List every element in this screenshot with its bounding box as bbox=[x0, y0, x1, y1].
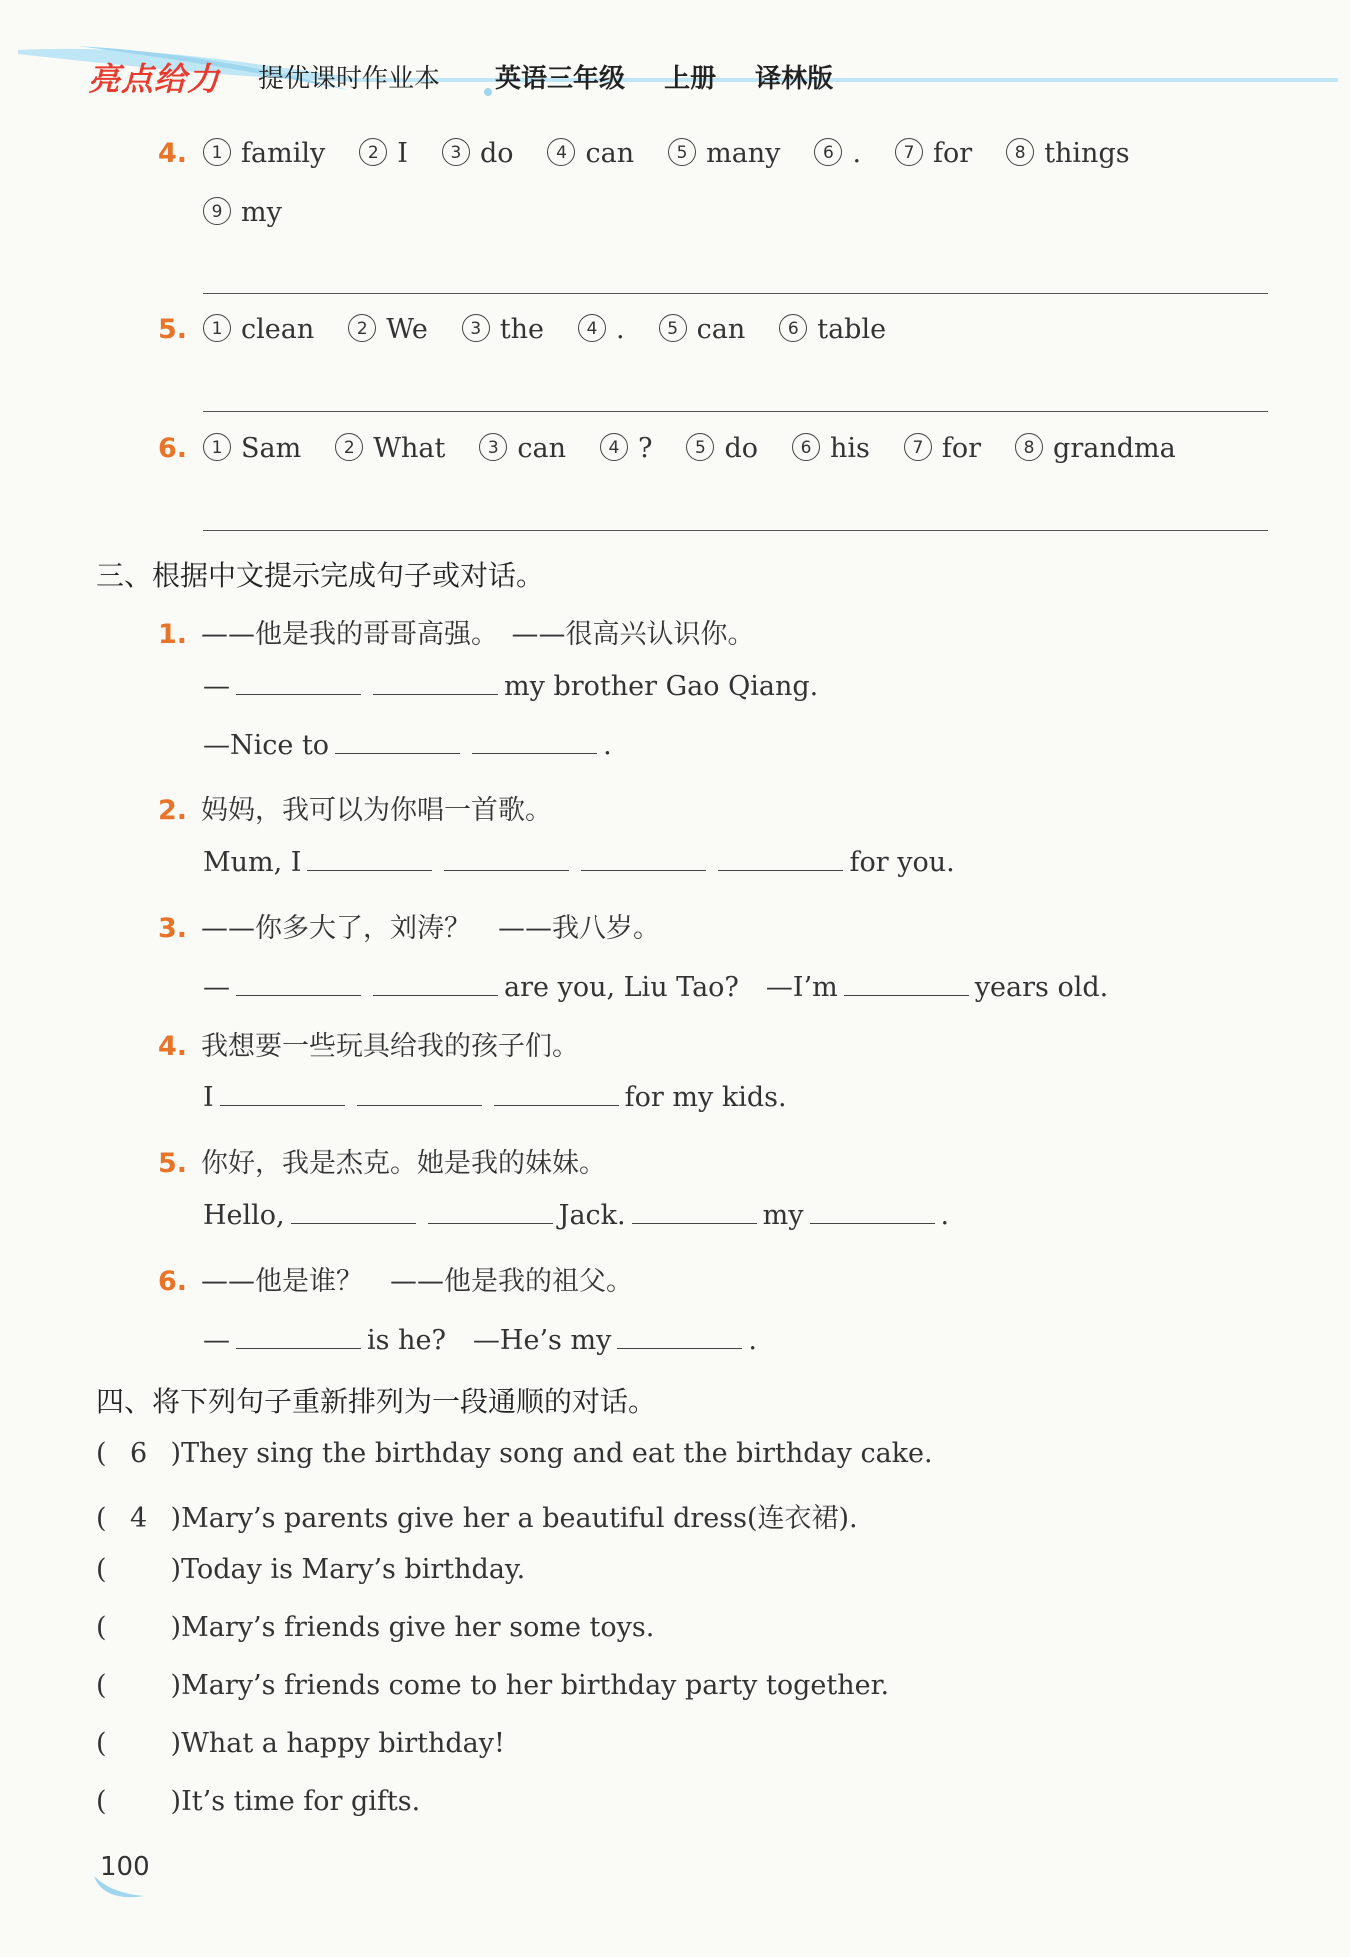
sentence-text: — bbox=[203, 670, 230, 702]
paren-close: ) bbox=[170, 1786, 182, 1817]
sentence-text: Hello, bbox=[203, 1200, 285, 1231]
ordering-item bbox=[96, 1554, 525, 1585]
option-number-circle: 3 bbox=[442, 138, 470, 166]
fill-in-blank[interactable] bbox=[472, 731, 597, 754]
option-number-circle: 4 bbox=[578, 314, 606, 342]
word-option bbox=[462, 314, 544, 345]
word-option bbox=[895, 138, 972, 169]
word-option bbox=[600, 433, 652, 464]
s3-item-2-answer-line bbox=[203, 847, 955, 878]
fill-in-blank[interactable] bbox=[444, 848, 569, 871]
s2-item-4-line2 bbox=[203, 197, 316, 228]
fill-in-blank[interactable] bbox=[236, 1326, 361, 1349]
sentence-text: years old. bbox=[974, 971, 1109, 1003]
option-number-circle: 7 bbox=[904, 433, 932, 461]
sentence-text: Jack. bbox=[558, 1200, 626, 1231]
fill-in-blank[interactable] bbox=[632, 1201, 757, 1224]
sentence-text: Mary’s parents give her a beautiful dress(连衣裙). bbox=[181, 1503, 858, 1534]
page-number: 100 bbox=[100, 1852, 150, 1882]
s3-item-5-answer-line bbox=[203, 1200, 949, 1231]
ordering-item bbox=[96, 1438, 933, 1469]
paren-close: ) bbox=[170, 1554, 182, 1585]
s3-item-4-prompt bbox=[158, 1024, 579, 1063]
chinese-prompt: ——他是我的哥哥高强。 ——很高兴认识你。 bbox=[201, 619, 755, 650]
word-option bbox=[335, 433, 445, 464]
fill-in-blank[interactable] bbox=[373, 672, 498, 695]
s2-item-6 bbox=[158, 433, 1210, 464]
word-option bbox=[904, 433, 981, 464]
option-number-circle: 3 bbox=[479, 433, 507, 461]
s3-item-1-answer-line bbox=[203, 671, 818, 702]
option-number-circle: 4 bbox=[600, 433, 628, 461]
paren-open: ( bbox=[96, 1503, 107, 1534]
s3-item-3-prompt bbox=[158, 906, 660, 945]
fill-in-blank[interactable] bbox=[335, 731, 460, 754]
word-option bbox=[686, 433, 758, 464]
option-word: family bbox=[241, 138, 326, 169]
option-number-circle: 8 bbox=[1006, 138, 1034, 166]
chinese-prompt: ——他是谁？ ——他是我的祖父。 bbox=[201, 1265, 634, 1297]
option-word: for bbox=[933, 138, 973, 169]
answer-line[interactable] bbox=[203, 411, 1268, 412]
word-option bbox=[659, 314, 746, 345]
s3-item-2-prompt bbox=[158, 788, 552, 827]
option-word: . bbox=[616, 314, 625, 345]
paren-open: ( bbox=[96, 1786, 107, 1817]
option-number-circle: 5 bbox=[686, 433, 714, 461]
paren-close: ) bbox=[170, 1612, 182, 1643]
sentence-text: Mary’s friends give her some toys. bbox=[181, 1612, 655, 1643]
paren-close: ) bbox=[170, 1503, 182, 1534]
paren-close: ) bbox=[170, 1728, 182, 1759]
paren-open: ( bbox=[96, 1670, 107, 1701]
word-option bbox=[348, 314, 428, 345]
ordering-item bbox=[96, 1612, 654, 1643]
sentence-text: What a happy birthday! bbox=[181, 1728, 505, 1759]
paren-open: ( bbox=[96, 1728, 107, 1759]
fill-in-blank[interactable] bbox=[236, 973, 361, 996]
chinese-prompt: 妈妈，我可以为你唱一首歌。 bbox=[201, 795, 553, 827]
option-number-circle: 1 bbox=[203, 433, 231, 461]
sentence-text: my bbox=[762, 1200, 804, 1231]
option-number-circle: 7 bbox=[895, 138, 923, 166]
header-book-info bbox=[495, 58, 863, 95]
fill-in-blank[interactable] bbox=[581, 848, 706, 871]
sentence-text: Mum, I bbox=[203, 847, 302, 879]
word-option bbox=[668, 138, 780, 169]
option-number-circle: 2 bbox=[335, 433, 363, 461]
book-volume: 上册 bbox=[664, 64, 717, 94]
option-word: can bbox=[517, 433, 566, 464]
item-number: 6. bbox=[158, 1265, 188, 1297]
word-option bbox=[814, 138, 861, 169]
item-number: 2. bbox=[158, 795, 188, 827]
word-option bbox=[479, 433, 566, 464]
option-word: table bbox=[817, 314, 887, 345]
sentence-text: are you, Liu Tao? —I’m bbox=[504, 971, 838, 1003]
sentence-text: Today is Mary’s birthday. bbox=[181, 1554, 526, 1585]
s2-item-4 bbox=[158, 138, 1164, 169]
s3-item-3-answer-line bbox=[203, 965, 1108, 1004]
paren-open: ( bbox=[96, 1438, 107, 1469]
option-word: grandma bbox=[1053, 433, 1176, 464]
sentence-text: . bbox=[748, 1324, 757, 1356]
order-answer-box[interactable]: 6 bbox=[129, 1438, 148, 1469]
sentence-text: is he? —He’s my bbox=[367, 1324, 612, 1356]
word-option bbox=[203, 314, 314, 345]
fill-in-blank[interactable] bbox=[810, 1201, 935, 1224]
sentence-text: . bbox=[940, 1200, 950, 1231]
option-word: ? bbox=[637, 433, 653, 464]
sentence-text: for my kids. bbox=[624, 1082, 787, 1114]
sentence-text: They sing the birthday song and eat the birthday cake. bbox=[181, 1438, 933, 1469]
item-number: 6. bbox=[158, 433, 188, 464]
fill-in-blank[interactable] bbox=[307, 848, 432, 871]
fill-in-blank[interactable] bbox=[844, 973, 969, 996]
s3-item-1-answer-line bbox=[203, 730, 612, 761]
header-subtitle: 提优课时作业本 bbox=[258, 64, 441, 94]
sentence-text: —Nice to bbox=[203, 729, 330, 761]
sentence-text: Mary’s friends come to her birthday party together. bbox=[181, 1670, 890, 1701]
chinese-prompt: 你好，我是杰克。她是我的妹妹。 bbox=[201, 1148, 607, 1180]
word-options bbox=[203, 197, 316, 228]
item-number: 5. bbox=[158, 314, 188, 345]
option-number-circle: 6 bbox=[814, 138, 842, 166]
section-3-title: 三、根据中文提示完成句子或对话。 bbox=[96, 559, 545, 592]
ordering-item bbox=[96, 1670, 889, 1701]
word-option bbox=[442, 138, 514, 169]
fill-in-blank[interactable] bbox=[617, 1326, 742, 1349]
sentence-text: It’s time for gifts. bbox=[181, 1786, 421, 1817]
fill-in-blank[interactable] bbox=[373, 973, 498, 996]
sentence-text: — bbox=[203, 971, 230, 1003]
option-number-circle: 6 bbox=[792, 433, 820, 461]
paren-close: ) bbox=[170, 1438, 182, 1469]
s3-item-1-prompt bbox=[158, 612, 755, 651]
item-number: 5. bbox=[158, 1148, 188, 1180]
s3-item-6-prompt bbox=[158, 1259, 633, 1298]
book-edition: 译林版 bbox=[755, 64, 834, 94]
order-answer-box[interactable]: 4 bbox=[129, 1503, 148, 1534]
s3-item-6-answer-line bbox=[203, 1318, 757, 1357]
s2-item-5 bbox=[158, 314, 920, 345]
option-number-circle: 2 bbox=[359, 138, 387, 166]
fill-in-blank[interactable] bbox=[220, 1083, 345, 1106]
option-number-circle: 5 bbox=[659, 314, 687, 342]
s3-item-5-prompt bbox=[158, 1141, 606, 1180]
brand-logo-text: 亮点给力 bbox=[88, 60, 221, 98]
option-word: do bbox=[479, 138, 514, 169]
word-option bbox=[779, 314, 886, 345]
item-number: 1. bbox=[158, 619, 188, 650]
word-option bbox=[578, 314, 625, 345]
sentence-text: my brother Gao Qiang. bbox=[504, 670, 819, 702]
option-number-circle: 5 bbox=[668, 138, 696, 166]
word-options bbox=[203, 138, 1164, 169]
answer-line[interactable] bbox=[203, 293, 1268, 294]
fill-in-blank[interactable] bbox=[236, 672, 361, 695]
book-grade: 英语三年级 bbox=[495, 64, 626, 94]
section-4-title: 四、将下列句子重新排列为一段通顺的对话。 bbox=[96, 1385, 657, 1418]
option-number-circle: 4 bbox=[547, 138, 575, 166]
option-number-circle: 9 bbox=[203, 197, 231, 225]
word-option bbox=[359, 138, 408, 169]
option-number-circle: 1 bbox=[203, 314, 231, 342]
option-word: . bbox=[852, 138, 862, 169]
option-number-circle: 1 bbox=[203, 138, 231, 166]
option-word: clean bbox=[241, 314, 315, 345]
option-word: many bbox=[706, 138, 781, 169]
word-option bbox=[203, 197, 282, 228]
item-number: 3. bbox=[158, 913, 188, 944]
sentence-text: for you. bbox=[849, 847, 955, 879]
option-word: What bbox=[373, 433, 446, 464]
ordering-item bbox=[96, 1728, 505, 1759]
item-number: 4. bbox=[158, 1030, 188, 1062]
chinese-prompt: ——你多大了，刘涛？ ——我八岁。 bbox=[201, 913, 661, 944]
item-number: 4. bbox=[158, 138, 188, 169]
fill-in-blank[interactable] bbox=[428, 1201, 553, 1224]
option-number-circle: 2 bbox=[348, 314, 376, 342]
paren-open: ( bbox=[96, 1612, 107, 1643]
option-word: for bbox=[941, 433, 982, 464]
paren-close: ) bbox=[170, 1670, 182, 1701]
sentence-text: . bbox=[603, 729, 612, 761]
fill-in-blank[interactable] bbox=[357, 1083, 482, 1106]
option-word: things bbox=[1044, 138, 1130, 169]
word-option bbox=[792, 433, 870, 464]
option-word: Sam bbox=[241, 433, 302, 464]
word-options bbox=[203, 314, 920, 345]
fill-in-blank[interactable] bbox=[718, 848, 843, 871]
sentence-text: I bbox=[203, 1082, 214, 1114]
sentence-text: — bbox=[203, 1324, 230, 1356]
option-word: can bbox=[696, 314, 746, 345]
option-word: his bbox=[829, 433, 870, 464]
option-word: I bbox=[397, 138, 408, 169]
ordering-item bbox=[96, 1496, 858, 1535]
chinese-prompt: 我想要一些玩具给我的孩子们。 bbox=[201, 1030, 580, 1062]
s3-item-4-answer-line bbox=[203, 1082, 787, 1113]
option-word: We bbox=[386, 314, 428, 345]
option-word: do bbox=[724, 433, 758, 464]
option-number-circle: 6 bbox=[779, 314, 807, 342]
ordering-item bbox=[96, 1786, 420, 1817]
word-options bbox=[203, 433, 1210, 464]
option-word: can bbox=[585, 138, 635, 169]
word-option bbox=[1006, 138, 1129, 169]
word-option bbox=[203, 433, 301, 464]
word-option bbox=[547, 138, 634, 169]
paren-open: ( bbox=[96, 1554, 107, 1585]
option-number-circle: 8 bbox=[1015, 433, 1043, 461]
fill-in-blank[interactable] bbox=[494, 1083, 619, 1106]
option-number-circle: 3 bbox=[462, 314, 490, 342]
word-option bbox=[1015, 433, 1176, 464]
word-option bbox=[203, 138, 325, 169]
option-word: my bbox=[241, 197, 282, 228]
option-word: the bbox=[499, 314, 545, 345]
answer-line[interactable] bbox=[203, 530, 1268, 531]
fill-in-blank[interactable] bbox=[291, 1201, 416, 1224]
